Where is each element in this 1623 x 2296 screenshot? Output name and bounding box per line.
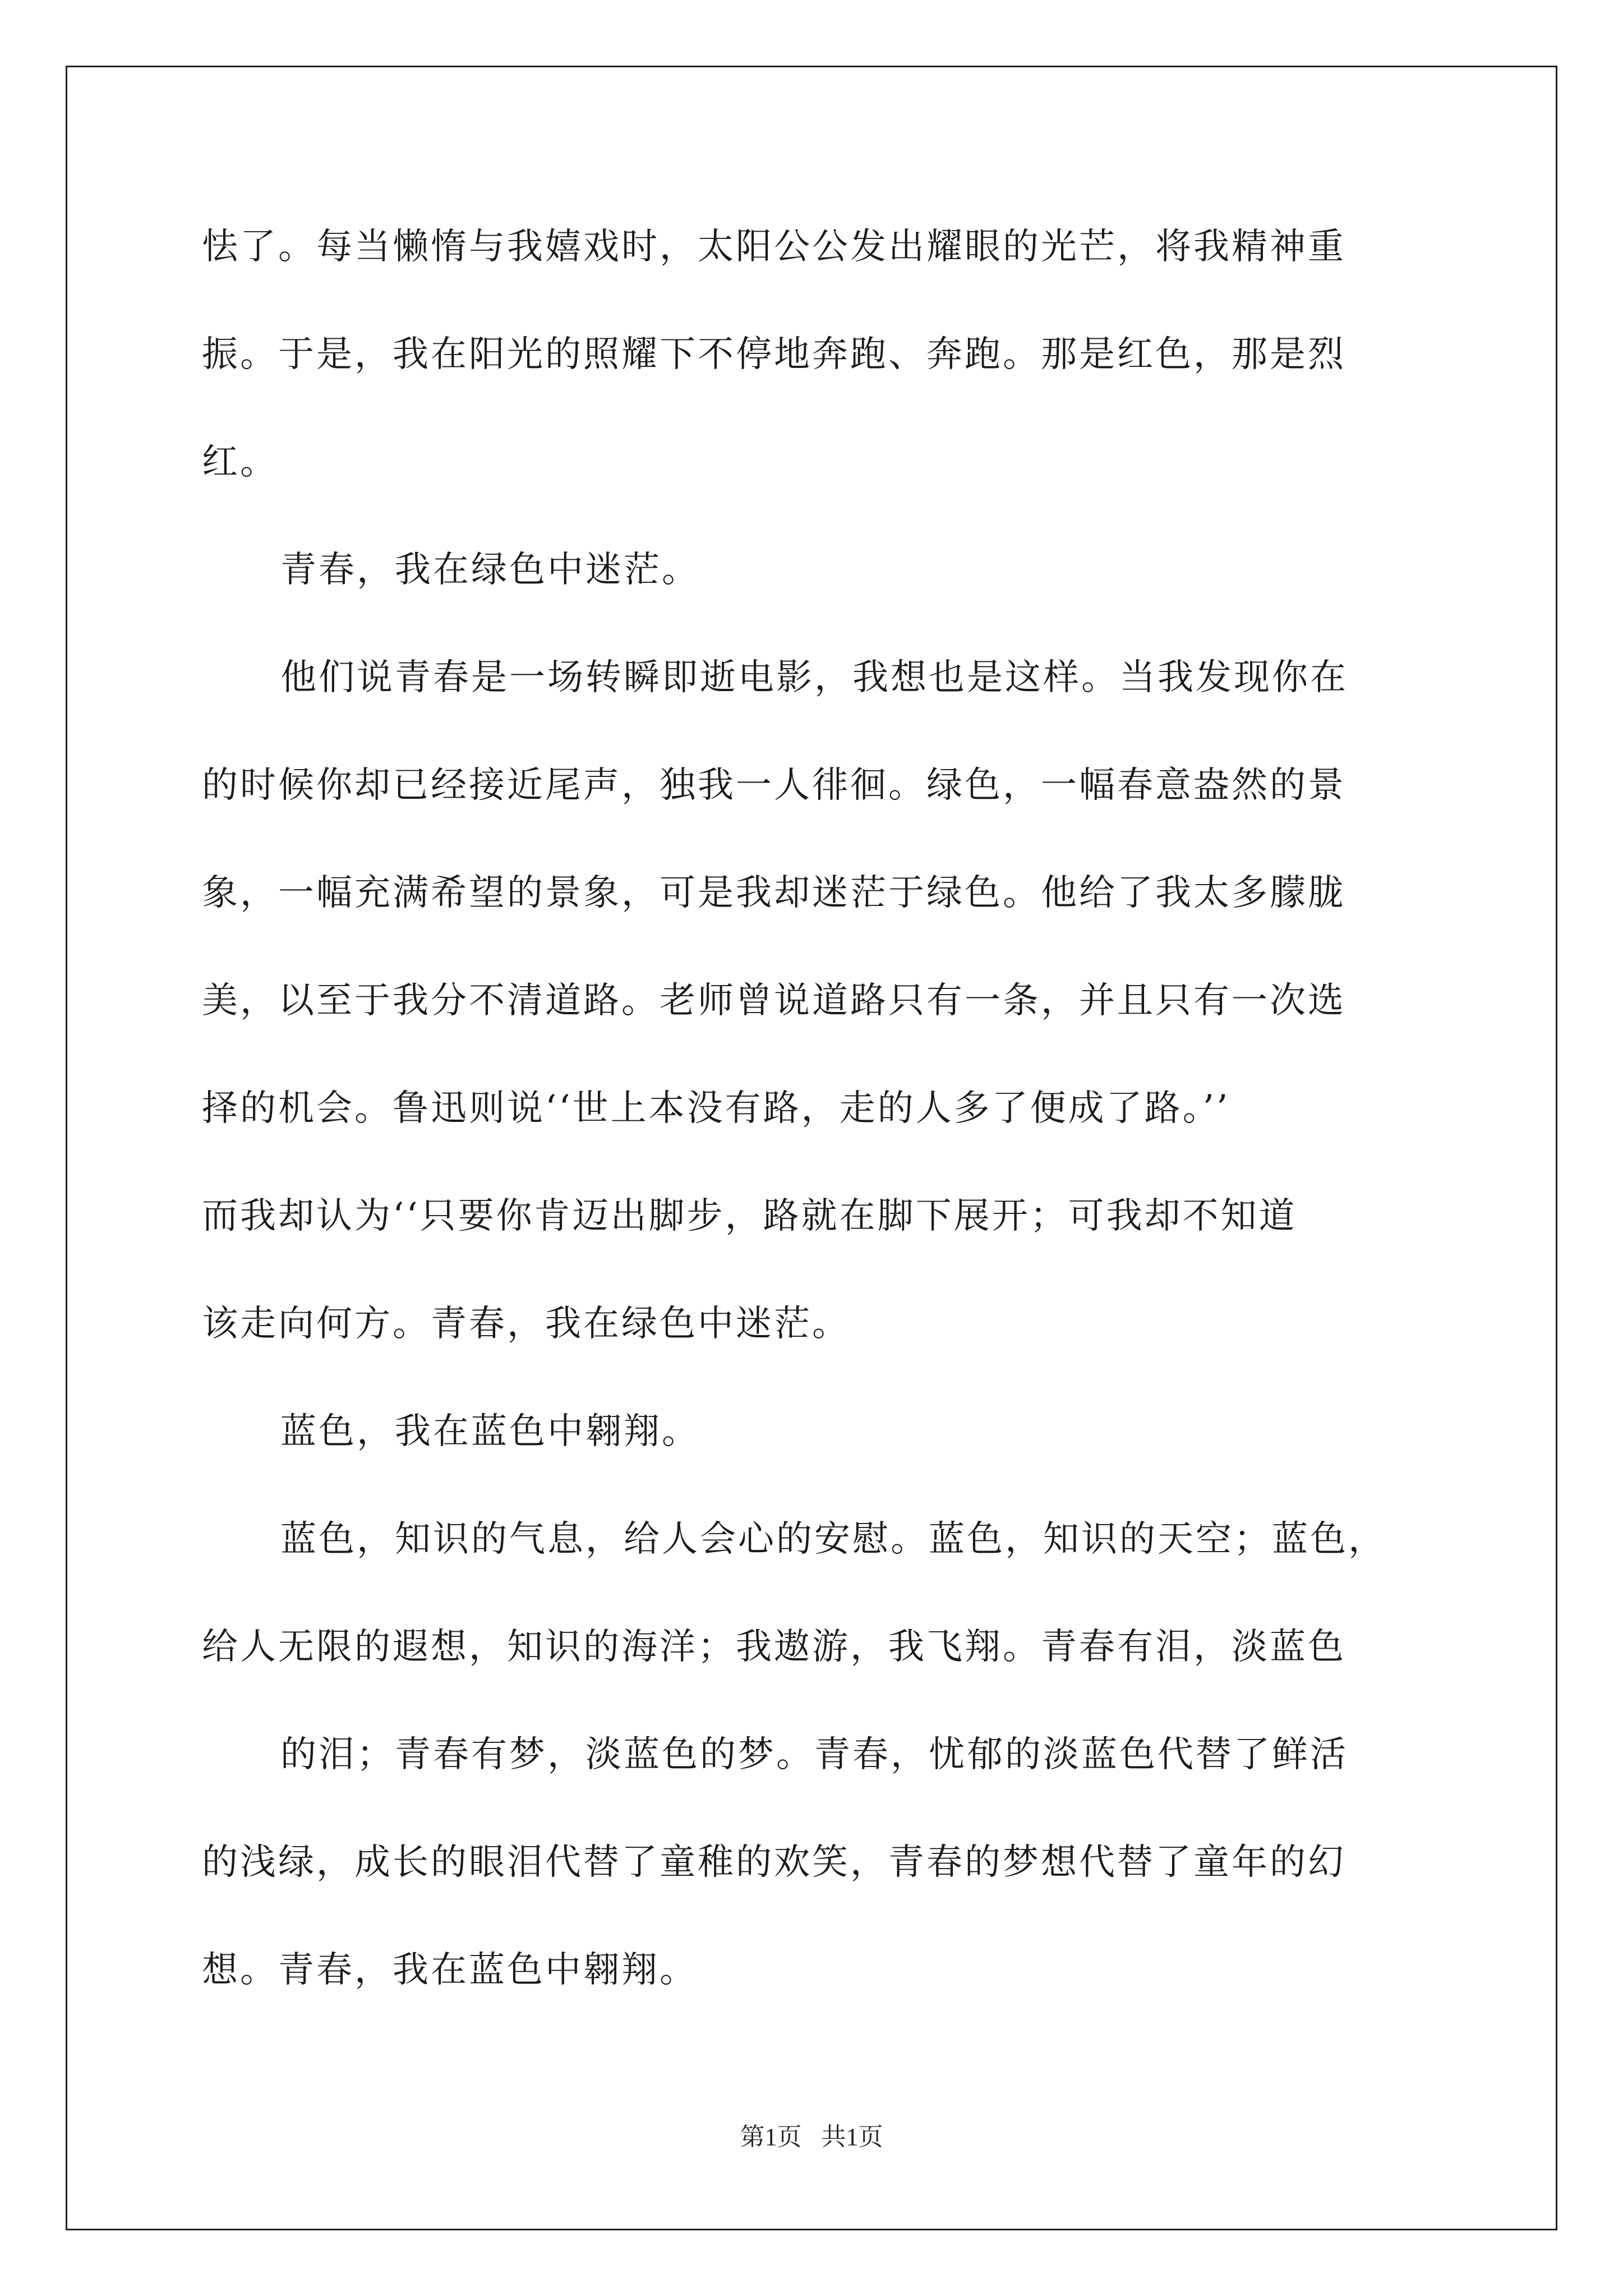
text-line: 的时候你却已经接近尾声，独我一人徘徊。绿色，一幅春意盎然的景 bbox=[202, 765, 1346, 806]
text-line: 蓝色，知识的气息，给人会心的安慰。蓝色，知识的天空；蓝色， bbox=[280, 1519, 1386, 1560]
text-line: 青春，我在绿色中迷茫。 bbox=[280, 549, 700, 591]
text-line: 他们说青春是一场转瞬即逝电影，我想也是这样。当我发现你在 bbox=[280, 657, 1348, 698]
text-line: 象，一幅充满希望的景象，可是我却迷茫于绿色。他给了我太多朦胧 bbox=[202, 872, 1346, 914]
text-line: 该走向何方。青春，我在绿色中迷茫。 bbox=[202, 1303, 850, 1345]
page-border bbox=[66, 66, 1557, 2230]
text-line: 红。 bbox=[202, 441, 278, 483]
text-line: 振。于是，我在阳光的照耀下不停地奔跑、奔跑。那是红色，那是烈 bbox=[202, 334, 1346, 375]
text-line: 美，以至于我分不清道路。老师曾说道路只有一条，并且只有一次选 bbox=[202, 980, 1346, 1022]
page-footer bbox=[0, 2120, 1623, 2154]
text-line: 怯了。每当懒惰与我嬉戏时，太阳公公发出耀眼的光芒，将我精神重 bbox=[202, 226, 1346, 268]
text-line: 的泪；青春有梦，淡蓝色的梦。青春，忧郁的淡蓝色代替了鲜活 bbox=[280, 1734, 1348, 1775]
text-line: 择的机会。鲁迅则说‘‘世上本没有路，走的人多了便成了路。’’ bbox=[202, 1088, 1230, 1129]
text-line: 而我却认为‘‘只要你肯迈出脚步，路就在脚下展开；可我却不知道 bbox=[202, 1195, 1297, 1237]
page-number: 第1页 bbox=[740, 2123, 802, 2151]
text-line: 想。青春，我在蓝色中翱翔。 bbox=[202, 1949, 698, 1991]
text-line: 蓝色，我在蓝色中翱翔。 bbox=[280, 1411, 700, 1452]
text-line: 给人无限的遐想，知识的海洋；我遨游，我飞翔。青春有泪，淡蓝色 bbox=[202, 1626, 1346, 1668]
text-line: 的浅绿，成长的眼泪代替了童稚的欢笑，青春的梦想代替了童年的幻 bbox=[202, 1842, 1346, 1883]
page-total: 共1页 bbox=[821, 2123, 883, 2151]
